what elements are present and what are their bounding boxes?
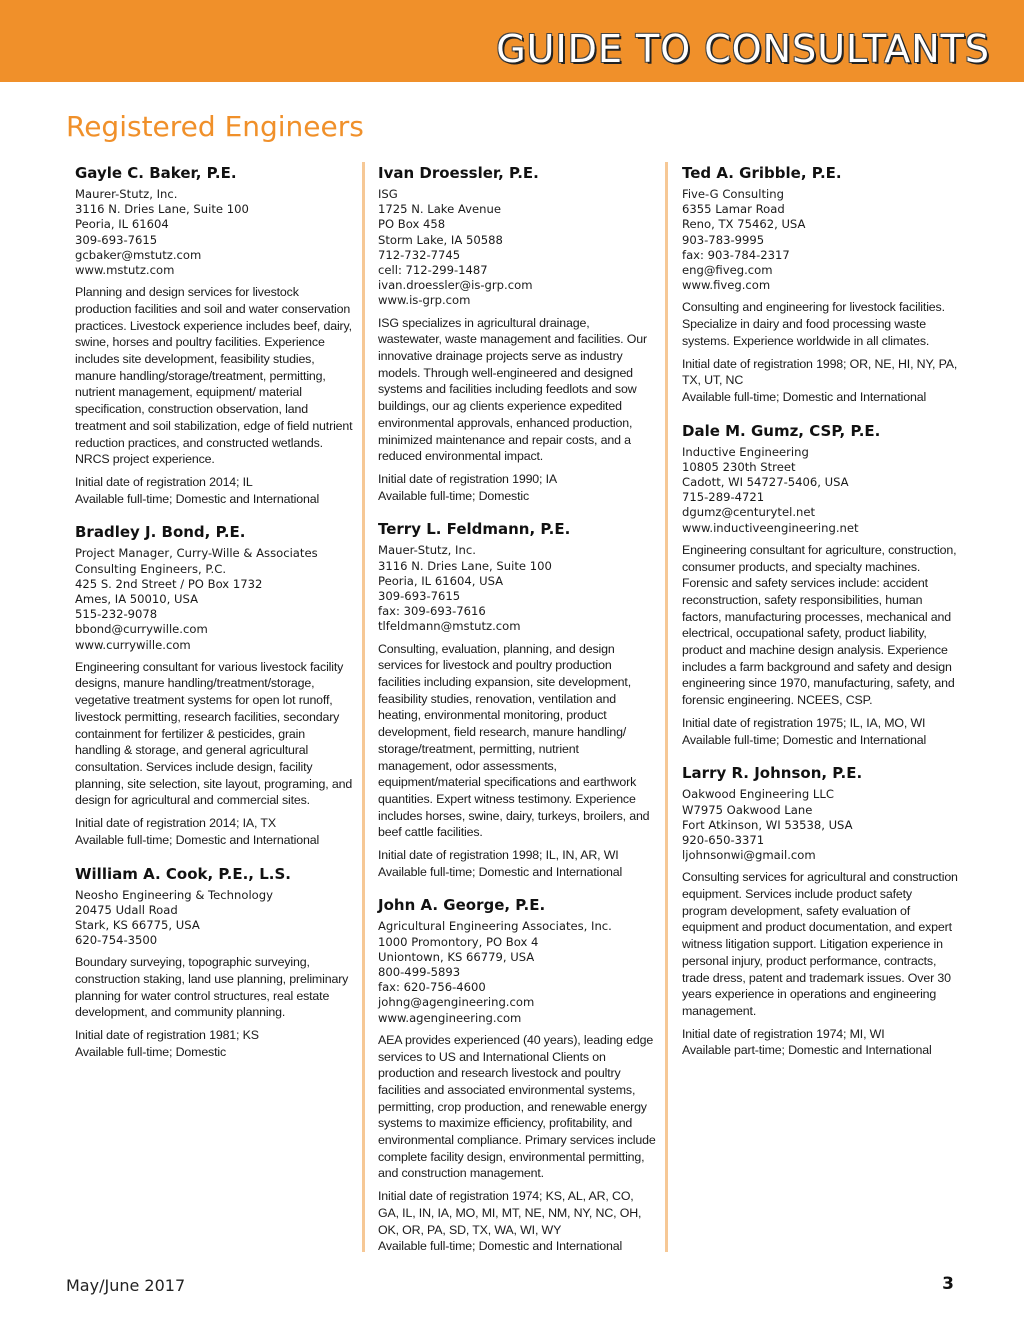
section-title: Registered Engineers	[66, 110, 364, 143]
contact-line: Maurer-Stutz, Inc.	[75, 187, 178, 201]
contact-line: www.fiveg.com	[682, 278, 771, 293]
contact-line: www.agengineering.com	[378, 1010, 522, 1025]
contact-line: gcbaker@mstutz.com	[75, 247, 202, 262]
contact-line: fax: 309-693-7616	[378, 604, 486, 619]
contact-line: www.is-grp.com	[378, 293, 471, 308]
contact-block	[378, 543, 656, 634]
consultant-name: Ted A. Gribble, P.E.	[682, 164, 842, 182]
contact-line: Cadott, WI 54727-5406, USA	[682, 475, 849, 490]
availability-info: Available full-time; Domestic and International	[75, 832, 320, 847]
consultant-name: William A. Cook, P.E., L.S.	[75, 864, 291, 883]
contact-block	[75, 187, 353, 278]
contact-line: 3116 N. Dries Lane, Suite 100	[378, 558, 552, 573]
contact-block	[682, 445, 960, 536]
contact-line: Fort Atkinson, WI 53538, USA	[682, 817, 853, 832]
contact-line: www.inductiveengineering.net	[682, 520, 859, 535]
contact-line: Oakwood Engineering LLC	[682, 787, 834, 802]
page-header-title: GUIDE TO CONSULTANTS	[496, 27, 990, 71]
contact-line: Inductive Engineering	[682, 444, 809, 459]
contact-line: www.currywille.com	[75, 637, 191, 652]
service-description: Engineering consultant for various livestock facility designs, manure handling/treatment/storage, vegetative treatment systems for open lot runoff, livestock permitting, research facilities, secondary containment for fertilizer & pesticides, grain handling & storage, and general agricultural consultation. Services include design, facility planning, site selection, site layout, programing, and design for agricultural and commercial sites.	[75, 659, 353, 808]
contact-line: ISG	[378, 187, 398, 201]
registration-info: Initial date of registration 1981; KS	[75, 1028, 259, 1043]
contact-block	[75, 888, 353, 949]
availability-info: Available full-time; Domestic	[75, 1044, 227, 1059]
consultant-name: Dale M. Gumz, CSP, P.E.	[682, 421, 881, 440]
contact-line: 6355 Lamar Road	[682, 202, 785, 217]
contact-line: 800-499-5893	[378, 965, 461, 980]
availability-info: Available full-time; Domestic and International	[682, 389, 927, 404]
contact-line: Mauer-Stutz, Inc.	[378, 543, 476, 558]
consultant-entry	[378, 164, 656, 504]
column-divider	[362, 162, 365, 1252]
registration-info: Initial date of registration 2014; IL	[75, 474, 253, 489]
contact-line: Project Manager, Curry-Wille & Associates	[75, 546, 318, 561]
contact-line: ljohnsonwi@gmail.com	[682, 848, 816, 863]
contact-block	[378, 187, 656, 309]
contact-line: 715-289-4721	[682, 490, 765, 505]
contact-line: 1725 N. Lake Avenue	[378, 202, 501, 217]
page-number: 3	[942, 1274, 954, 1294]
service-description: Boundary surveying, topographic surveying, construction staking, land use planning, preliminary planning for water control structures, real estate development, and community planning.	[75, 955, 349, 1020]
contact-line: 20475 Udall Road	[75, 902, 178, 917]
contact-line: 309-693-7615	[75, 232, 158, 247]
contact-line: www.mstutz.com	[75, 263, 175, 278]
contact-line: tlfeldmann@mstutz.com	[378, 619, 521, 634]
contact-line: 10805 230th Street	[682, 459, 796, 474]
contact-line: cell: 712-299-1487	[378, 263, 488, 278]
contact-line: 515-232-9078	[75, 607, 158, 622]
consultant-entry	[378, 896, 656, 1255]
service-description: Planning and design services for livestock production facilities and soil and water conservation practices. Livestock experience includes beef, dairy, swine, horses and poultry facilities. Experience includes site development, feasibility studies, manure handling/storage/treatment, permitting, nutrient management, equipment/ material specification, construction observation, land treatment and soil stabilization, edge of field nutrient reduction practices, and constructed wetlands. NRCS project experience.	[75, 285, 353, 467]
contact-line: Consulting Engineers, P.C.	[75, 561, 227, 576]
column-3	[682, 164, 960, 1075]
contact-line: Reno, TX 75462, USA	[682, 217, 806, 232]
consultant-name: John A. George, P.E.	[378, 896, 546, 915]
contact-line: Neosho Engineering & Technology	[75, 887, 273, 902]
registration-info: Initial date of registration 1975; IL, IA, MO, WI	[682, 715, 926, 730]
contact-line: johng@agengineering.com	[378, 995, 535, 1010]
registration-info: Initial date of registration 1974; MI, WI	[682, 1026, 885, 1041]
service-description: Consulting services for agricultural and construction equipment. Services include product safety program development, safety evaluation of equipment and product documentation, and expert witness litigation support. Litigation experience in personal injury, product performance, contracts, trade dress, patent and trademark issues. Over 30 years experience in operations and engineering management.	[682, 870, 958, 1018]
contact-line: 1000 Promontory, PO Box 4	[378, 934, 539, 949]
contact-line: 3116 N. Dries Lane, Suite 100	[75, 202, 249, 217]
contact-line: 903-783-9995	[682, 232, 765, 247]
contact-line: Storm Lake, IA 50588	[378, 232, 503, 247]
service-description: ISG specializes in agricultural drainage, wastewater, waste management and facilities. Our innovative drainage projects serve as industry models. Through well-engineered and designed systems and facilities including feedlots and sow buildings, our ag clients experience expedited environmental approvals, enhanced production, minimized maintenance and repair costs, and a reduced environmental impact.	[378, 315, 647, 464]
contact-block	[682, 187, 960, 293]
availability-info: Available full-time; Domestic and International	[378, 1239, 623, 1254]
contact-line: Peoria, IL 61604, USA	[378, 573, 504, 588]
service-description: Engineering consultant for agriculture, construction, consumer products, and specialty machines. Forensic and safety services include: accident reconstruction, safety responsibilities, human factors, manufacturing processes, mechanical and electrical, occupational safety, product liability, product and machine design analysis. Experience includes a farm background and safety and design engineering since 1970, manufacturing, safety, and forensic engineering. NCEES, CSP.	[682, 542, 957, 708]
contact-line: Ames, IA 50010, USA	[75, 591, 199, 606]
availability-info: Available full-time; Domestic and International	[75, 491, 320, 506]
availability-info: Available full-time; Domestic and International	[682, 732, 927, 747]
contact-line: PO Box 458	[378, 217, 446, 232]
availability-info: Available full-time; Domestic	[378, 488, 530, 503]
contact-block	[75, 546, 353, 652]
contact-line: 425 S. 2nd Street / PO Box 1732	[75, 576, 263, 591]
service-description: Consulting and engineering for livestock facilities. Specialize in dairy and food processing waste systems. Experience worldwide in all climates.	[682, 300, 945, 348]
consultant-entry	[378, 520, 656, 880]
registration-info: Initial date of registration 1998; OR, NE, HI, NY, PA, TX, UT, NC	[682, 356, 958, 388]
issue-date: May/June 2017	[66, 1276, 186, 1295]
column-1	[75, 164, 353, 1077]
consultant-entry	[682, 764, 960, 1059]
contact-line: Agricultural Engineering Associates, Inc.	[378, 919, 612, 934]
registration-info: Initial date of registration 1990; IA	[378, 471, 558, 486]
contact-line: ivan.droessler@is-grp.com	[378, 278, 533, 293]
availability-info: Available part-time; Domestic and International	[682, 1043, 932, 1058]
contact-line: Peoria, IL 61604	[75, 217, 169, 232]
consultant-entry	[75, 523, 353, 848]
contact-block	[682, 787, 960, 863]
consultant-entry	[682, 164, 960, 406]
consultant-name: Bradley J. Bond, P.E.	[75, 523, 246, 542]
contact-line: Five-G Consulting	[682, 187, 784, 201]
registration-info: Initial date of registration 1998; IL, IN, AR, WI	[378, 848, 619, 863]
consultant-name: Gayle C. Baker, P.E.	[75, 164, 237, 182]
column-divider	[665, 162, 668, 1252]
column-2	[378, 164, 656, 1271]
contact-line: 309-693-7615	[378, 588, 461, 603]
contact-line: 920-650-3371	[682, 832, 765, 847]
contact-line: bbond@currywille.com	[75, 622, 208, 637]
consultant-entry	[75, 865, 353, 1061]
contact-line: dgumz@centurytel.net	[682, 505, 816, 520]
registration-info: Initial date of registration 1974; KS, AL, AR, CO, GA, IL, IN, IA, MO, MI, MT, NE, NM, NY, NC, OH, OK, OR, PA, SD, TX, WA, WI, WY	[378, 1189, 642, 1237]
contact-block	[378, 919, 656, 1025]
consultant-name: Larry R. Johnson, P.E.	[682, 764, 863, 783]
contact-line: 712-732-7745	[378, 247, 461, 262]
contact-line: 620-754-3500	[75, 933, 158, 948]
contact-line: eng@fiveg.com	[682, 263, 773, 278]
service-description: AEA provides experienced (40 years), leading edge services to US and International Clients on production and research livestock and poultry facilities and associated environmental systems, permitting, crop production, and renewable energy systems to maximize efficiency, profitability, and environmental compliance. Primary services include complete facility design, environmental permitting, and construction management.	[378, 1032, 656, 1181]
consultant-name: Ivan Droessler, P.E.	[378, 164, 539, 182]
consultant-entry	[75, 164, 353, 507]
service-description: Consulting, evaluation, planning, and design services for livestock and poultry production facilities including expansion, site development, feasibility studies, renovation, ventilation and heating, environmental monitoring, product development, field research, manure handling/ storage/treatment, permitting, nutrient management, odor assessments, equipment/material specifications and earthwork quantities. Expert witness testimony. Experience includes horses, swine, dairy, turkeys, broilers, and beef cattle facilities.	[378, 641, 650, 840]
registration-info: Initial date of registration 2014; IA, TX	[75, 816, 276, 831]
contact-line: W7975 Oakwood Lane	[682, 802, 813, 817]
contact-line: fax: 620-756-4600	[378, 980, 486, 995]
contact-line: fax: 903-784-2317	[682, 247, 790, 262]
contact-line: Stark, KS 66775, USA	[75, 917, 200, 932]
consultant-name: Terry L. Feldmann, P.E.	[378, 520, 571, 539]
consultant-entry	[682, 422, 960, 749]
contact-line: Uniontown, KS 66779, USA	[378, 949, 535, 964]
availability-info: Available full-time; Domestic and International	[378, 864, 623, 879]
